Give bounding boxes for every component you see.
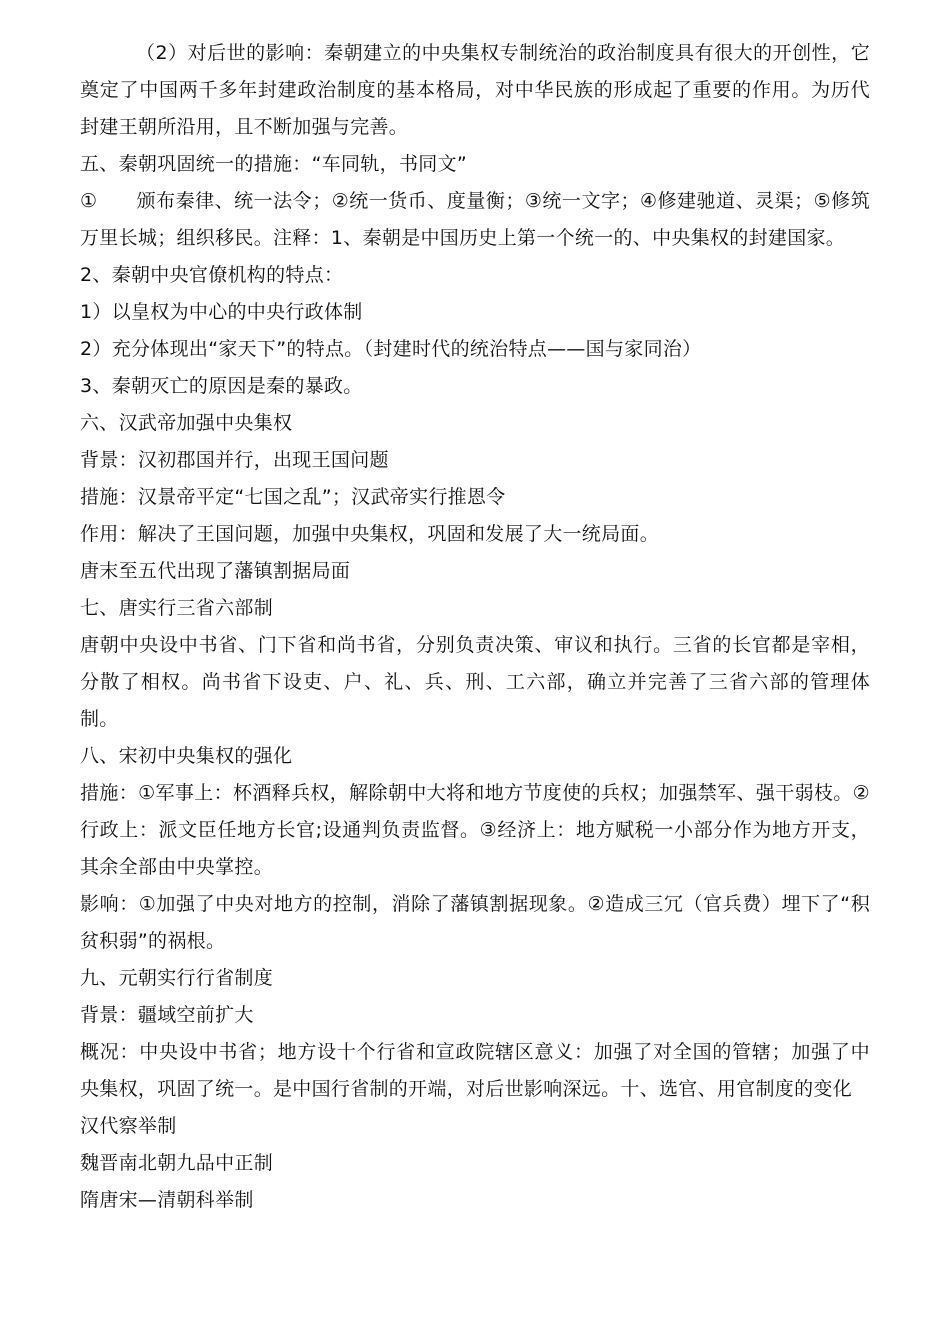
- paragraph-song-influence: 影响：①加强了中央对地方的控制，消除了藩镇割据现象。②造成三冗（官兵费）埋下了“积贫积弱”的祸根。: [80, 893, 870, 952]
- note-subitem-2: 2）充分体现出“家天下”的特点。（封建时代的统治特点——国与家同治）: [80, 338, 702, 360]
- paragraph-han-measures: 措施：汉景帝平定“七国之乱”；汉武帝实行推恩令: [80, 486, 506, 508]
- heading-section-seven: 七、唐实行三省六部制: [80, 597, 274, 619]
- document-body: [80, 35, 870, 1219]
- paragraph-song-measures: 措施：①军事上：杯酒释兵权，解除朝中大将和地方节度使的兵权；加强禁军、强干弱枝。②行政上：派文臣任地方长官;设通判负责监督。③经济上：地方赋税一小部分作为地方开支，其余全部由中央掌控。: [80, 782, 870, 878]
- paragraph-wei-jin-selection: 魏晋南北朝九品中正制: [80, 1152, 274, 1174]
- paragraph-later-influence: （2）对后世的影响：秦朝建立的中央集权专制统治的政治制度具有很大的开创性，它奠定了中国两千多年封建政治制度的基本格局，对中华民族的形成起了重要的作用。为历代封建王朝所沿用，且不断加强与完善。: [80, 42, 870, 138]
- heading-section-six: 六、汉武帝加强中央集权: [80, 412, 293, 434]
- paragraph-qin-measures: ① 颁布秦律、统一法令；②统一货币、度量衡；③统一文字；④修建驰道、灵渠；⑤修筑万里长城；组织移民。注释：1、秦朝是中国历史上第一个统一的、中央集权的封建国家。: [80, 190, 870, 249]
- paragraph-late-tang: 唐末至五代出现了藩镇割据局面: [80, 560, 351, 582]
- paragraph-keju-selection: 隋唐宋—清朝科举制: [80, 1189, 254, 1211]
- paragraph-han-selection: 汉代察举制: [80, 1115, 177, 1137]
- heading-section-five: 五、秦朝巩固统一的措施：“车同轨，书同文”: [80, 153, 467, 175]
- heading-section-eight: 八、宋初中央集权的强化: [80, 745, 293, 767]
- note-item-2: 2、秦朝中央官僚机构的特点：: [80, 264, 344, 286]
- note-item-3: 3、秦朝灭亡的原因是秦的暴政。: [80, 375, 363, 397]
- paragraph-yuan-overview: 概况：中央设中书省；地方设十个行省和宣政院辖区意义：加强了对全国的管辖；加强了中央集权，巩固了统一。是中国行省制的开端，对后世影响深远。十、选官、用官制度的变化: [80, 1041, 870, 1100]
- paragraph-han-effect: 作用：解决了王国问题，加强中央集权，巩固和发展了大一统局面。: [80, 523, 660, 545]
- paragraph-han-background: 背景：汉初郡国并行，出现王国问题: [80, 449, 389, 471]
- paragraph-yuan-background: 背景：疆域空前扩大: [80, 1004, 254, 1026]
- note-subitem-1: 1）以皇权为中心的中央行政体制: [80, 301, 363, 323]
- heading-section-nine: 九、元朝实行行省制度: [80, 967, 274, 989]
- paragraph-tang-system: 唐朝中央设中书省、门下省和尚书省，分别负责决策、审议和执行。三省的长官都是宰相，分散了相权。尚书省下设吏、户、礼、兵、刑、工六部，确立并完善了三省六部的管理体制。: [80, 634, 870, 730]
